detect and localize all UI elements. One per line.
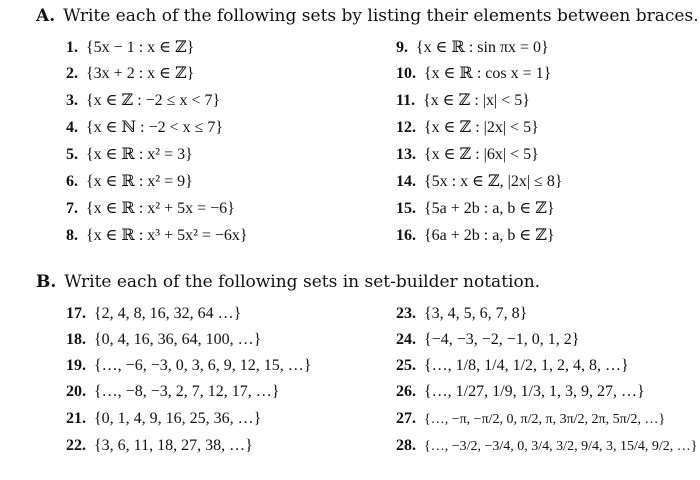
problem-3: 3. {x ∈ ℤ : −2 ≤ x < 7} bbox=[66, 92, 221, 109]
problem-21: 21. {0, 1, 4, 9, 16, 25, 36, …} bbox=[66, 410, 262, 427]
problem-4: 4. {x ∈ ℕ : −2 < x ≤ 7} bbox=[66, 119, 224, 136]
problem-18: 18. {0, 4, 16, 36, 64, 100, …} bbox=[66, 331, 262, 348]
problem-26: 26. {…, 1/27, 1/9, 1/3, 1, 3, 9, 27, …} bbox=[396, 383, 645, 400]
section-b-text: Write each of the following sets in set-builder notation. bbox=[64, 272, 541, 292]
problem-23: 23. {3, 4, 5, 6, 7, 8} bbox=[396, 305, 528, 322]
problem-10: 10. {x ∈ ℝ : cos x = 1} bbox=[396, 65, 552, 82]
problem-12: 12. {x ∈ ℤ : |2x| < 5} bbox=[396, 119, 539, 136]
problem-27: 27. {…, −π, −π/2, 0, π/2, π, 3π/2, 2π, 5π/2, …} bbox=[396, 410, 666, 427]
problem-19: 19. {…, −6, −3, 0, 3, 6, 9, 12, 15, …} bbox=[66, 357, 312, 374]
problem-24: 24. {−4, −3, −2, −1, 0, 1, 2} bbox=[396, 331, 580, 348]
problem-6: 6. {x ∈ ℝ : x² = 9} bbox=[66, 173, 193, 190]
problem-9: 9. {x ∈ ℝ : sin πx = 0} bbox=[396, 39, 549, 56]
section-a-heading bbox=[36, 6, 699, 26]
problem-7: 7. {x ∈ ℝ : x² + 5x = −6} bbox=[66, 200, 235, 217]
section-b-heading bbox=[36, 272, 540, 292]
problem-2: 2. {3x + 2 : x ∈ ℤ} bbox=[66, 65, 195, 82]
problem-15: 15. {5a + 2b : a, b ∈ ℤ} bbox=[396, 200, 555, 217]
problem-16: 16. {6a + 2b : a, b ∈ ℤ} bbox=[396, 227, 555, 244]
section-a-text: Write each of the following sets by listing their elements between braces. bbox=[63, 6, 699, 26]
problem-22: 22. {3, 6, 11, 18, 27, 38, …} bbox=[66, 437, 253, 454]
section-b-letter: B. bbox=[36, 272, 57, 292]
problem-13: 13. {x ∈ ℤ : |6x| < 5} bbox=[396, 146, 539, 163]
problem-1: 1. {5x − 1 : x ∈ ℤ} bbox=[66, 39, 195, 56]
problem-25: 25. {…, 1/8, 1/4, 1/2, 1, 2, 4, 8, …} bbox=[396, 357, 629, 374]
problem-20: 20. {…, −8, −3, 2, 7, 12, 17, …} bbox=[66, 383, 280, 400]
problem-14: 14. {5x : x ∈ ℤ, |2x| ≤ 8} bbox=[396, 173, 563, 190]
section-a-letter: A. bbox=[36, 6, 56, 26]
problem-5: 5. {x ∈ ℝ : x² = 3} bbox=[66, 146, 193, 163]
problem-28: 28. {…, −3/2, −3/4, 0, 3/4, 3/2, 9/4, 3, 15/4, 9/2, …} bbox=[396, 437, 698, 454]
problem-8: 8. {x ∈ ℝ : x³ + 5x² = −6x} bbox=[66, 227, 248, 244]
problem-17: 17. {2, 4, 8, 16, 32, 64 …} bbox=[66, 305, 242, 322]
problem-11: 11. {x ∈ ℤ : |x| < 5} bbox=[396, 92, 530, 109]
